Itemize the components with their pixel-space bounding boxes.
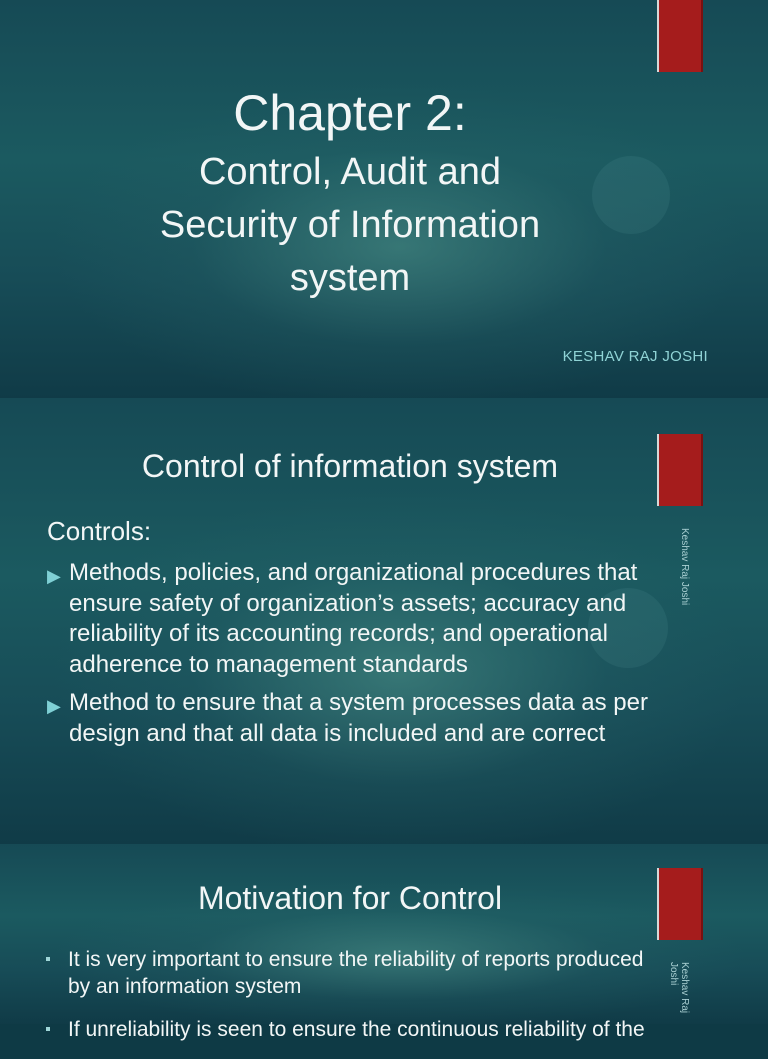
list-item xyxy=(47,688,702,749)
side-author-text: Keshav Raj Joshi xyxy=(679,528,690,606)
slide-motivation xyxy=(0,844,768,1041)
chapter-title: Chapter 2: xyxy=(233,85,467,141)
subtitle-line: Security of Information xyxy=(159,204,541,246)
slide-heading: Control of information system xyxy=(141,448,559,484)
slide-heading: Motivation for Control xyxy=(197,880,503,916)
bullet-text: If unreliability is seen to ensure the continuous reliability of the xyxy=(68,1018,645,1041)
list-item xyxy=(47,558,702,680)
chapter-subtitle xyxy=(0,146,700,305)
bullet-list xyxy=(46,946,666,1059)
slide-title xyxy=(0,0,768,398)
square-bullet-icon xyxy=(46,1027,50,1031)
bullet-list xyxy=(47,558,702,757)
slide-control xyxy=(0,398,768,844)
bullet-text: Method to ensure that a system processes data as per design and that all data is included and are correct xyxy=(69,689,648,747)
red-accent-bar xyxy=(657,0,703,72)
triangle-bullet-icon: ▶ xyxy=(47,566,61,586)
subtitle-line: Control, Audit and xyxy=(198,151,502,193)
subtitle-line: system xyxy=(289,257,411,299)
bullet-text: It is very important to ensure the reliability of reports produced by an information system xyxy=(68,948,644,998)
side-author-text: Keshav Raj Joshi xyxy=(668,962,690,1014)
list-item xyxy=(46,946,666,1000)
controls-label: Controls: xyxy=(47,516,152,546)
list-item xyxy=(46,1016,666,1043)
triangle-bullet-icon: ▶ xyxy=(47,696,61,716)
author-name: KESHAV RAJ JOSHI xyxy=(562,348,708,365)
bullet-text: Methods, policies, and organizational procedures that ensure safety of organization’s assets; accuracy and reliability of its accounting records; and operational adherence to management standards xyxy=(69,559,638,678)
square-bullet-icon xyxy=(46,957,50,961)
